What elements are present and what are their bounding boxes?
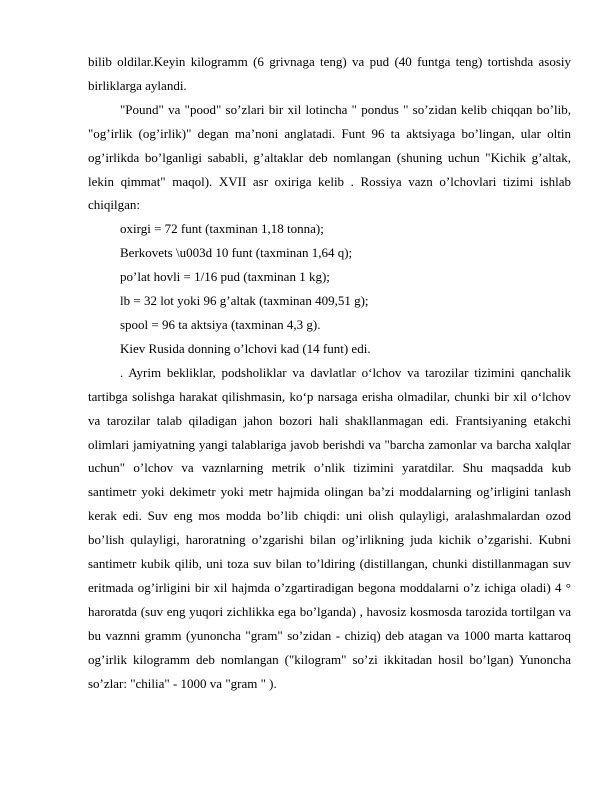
list-item-berkovets: Berkovets \u003d 10 funt (taxminan 1,64 q); xyxy=(120,245,353,261)
paragraph-pound-origin: "Pound" va "pood" so’zlari bir xil lotincha " pondus " so’zidan kelib chiqqan bo’lib, "og’irlik (og’irlik)" degan ma’noni anglatadi. Funt 96 ta aktsiyaga bo’lingan, ular oltin og’irlikda bo’lganligi sababli, g’altaklar deb nomlangan (shuning uchun "Kichik g’altak, lekin qimmat" maqol). XVII asr oxiriga kelib . Rossiya vazn o’lchovlari tizimi ishlab chiqilgan: xyxy=(88,101,571,213)
paragraph-metric-system: . Ayrim bekliklar, podsholiklar va davlatlar o‘lchov va tarozilar tizimini qanchalik tartibga solishga harakat qilishmasin, ko‘p narsaga erisha olmadilar, chunki bir xil o‘lchov va tarozilar talab qiladigan jahon bozori hali shakllanmagan edi. Frantsiyaning etakchi olimlari jamiyatning yangi talablariga javob berishdi va "barcha zamonlar va barcha xalqlar uchun" o’lchov va vaznlarning metrik o’nlik tizimini yaratdilar. Shu maqsadda kub santimetr yoki dekimetr yoki metr hajmida olingan ba’zi moddalarning og’irligini tanlash kerak edi. Suv eng mos modda bo’lib chiqdi: uni olish qulayligi, aralashmalardan ozod bo’lish qulayligi, haroratning o’zgarishi bilan og’irlikning juda kichik o’zgarishi. Kubni santimetr kubik qilib, uni toza suv bilan to’ldiring (distillangan, chunki distillanmagan suv eritmada og’irligini bir xil hajmda o’zgartiradigan begona moddalarni o’z ichiga oladi) 4 ° haroratda (suv eng yuqori zichlikka ega bo’lganda) , havosiz kosmosda tarozida tortilgan va bu vaznni gramm (yunoncha "gram" so’zidan - chiziq) deb atagan va 1000 marta kattaroq og’irlik kilogramm deb nomlangan ("kilogram" so’zi ikkitadan hosil bo’lgan) Yunoncha so’zlar: "chilia" - 1000 va "gram " ). xyxy=(88,364,571,691)
list-item-oxirgi: oxirgi = 72 funt (taxminan 1,18 tonna); xyxy=(120,221,324,237)
paragraph-kiev-rus: Kiev Rusida donning o’lchovi kad (14 funt) edi. xyxy=(120,340,371,356)
list-item-lb: lb = 32 lot yoki 96 g’altak (taxminan 409,51 g); xyxy=(120,293,369,309)
list-item-spool: spool = 96 ta aktsiya (taxminan 4,3 g). xyxy=(120,316,321,332)
document-page xyxy=(88,50,571,695)
paragraph-continuation: bilib oldilar.Keyin kilogramm (6 grivnaga teng) va pud (40 funtga teng) tortishda asosiy birliklarga aylandi. xyxy=(88,54,571,93)
list-item-polat-hovli: po’lat hovli = 1/16 pud (taxminan 1 kg); xyxy=(120,269,330,285)
